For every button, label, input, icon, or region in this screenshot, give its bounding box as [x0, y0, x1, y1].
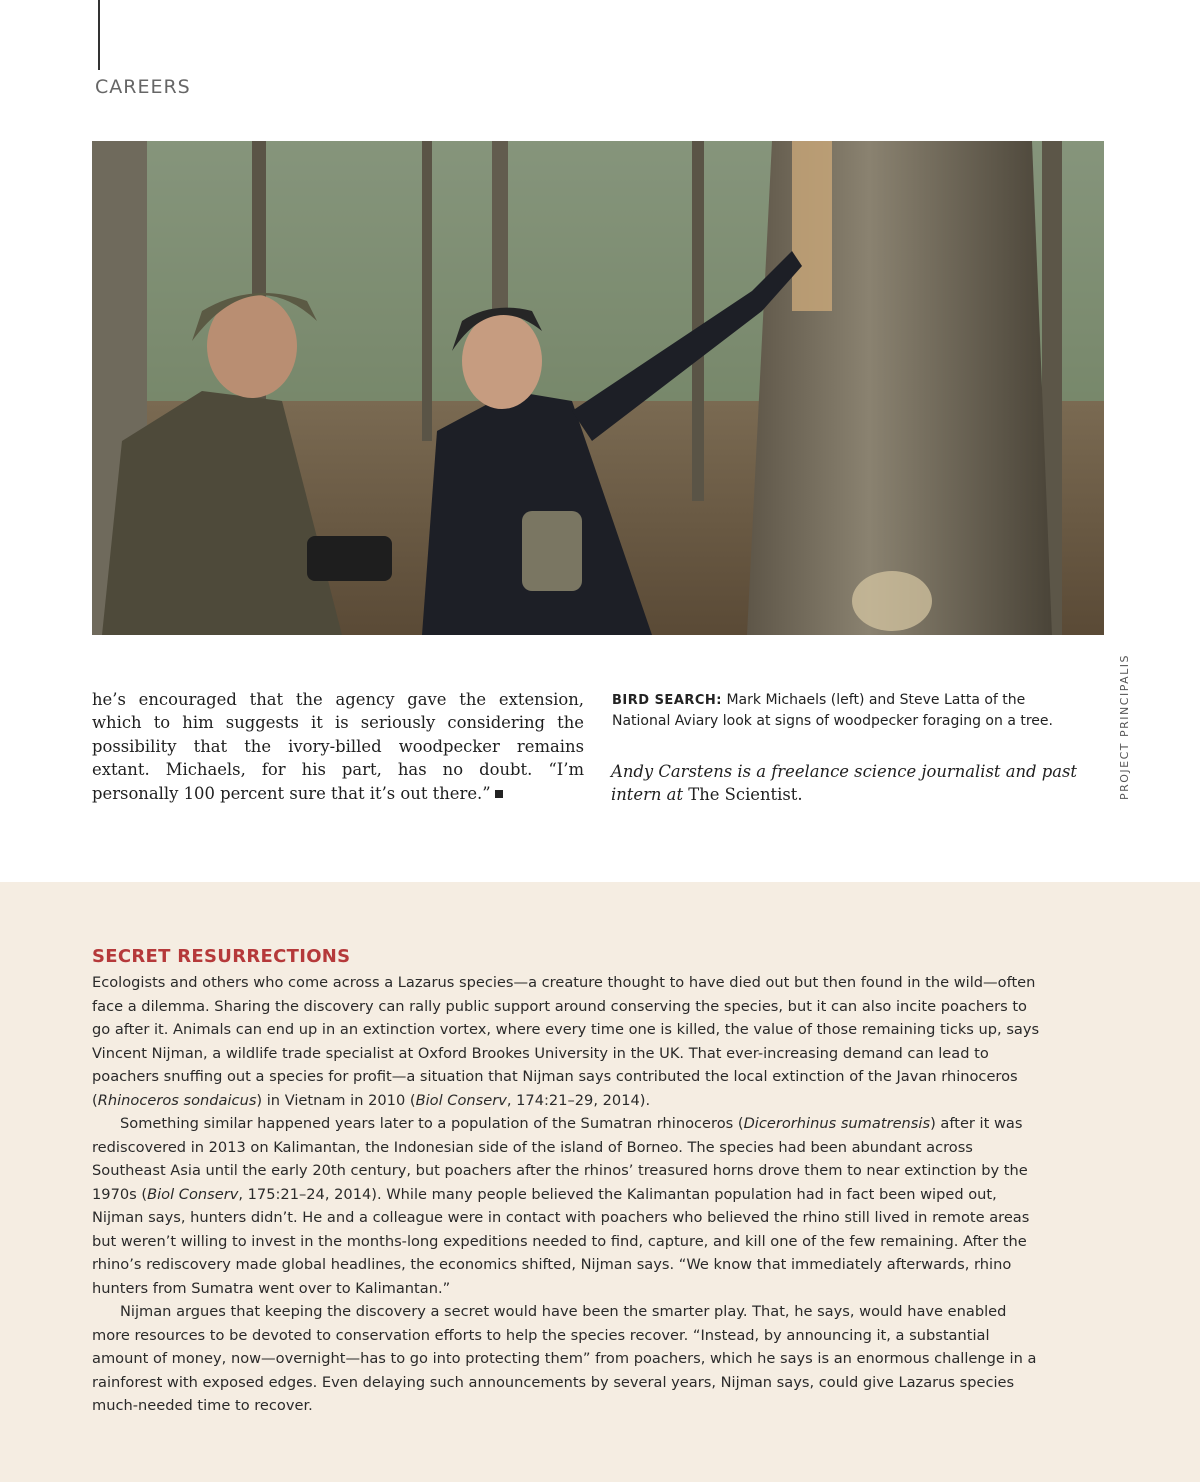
species-name: Dicerorhinus sumatrensis	[743, 1115, 931, 1132]
species-name: Rhinoceros sondaicus	[97, 1091, 257, 1109]
text-run: Ecologists and others who come across a Lazarus species—a creature thought to have died out but then found in the wild—often face a dilemma. Sharing the discovery can rally public support around conserving the species, but it can also incite poachers to go after it. Animals can end up in an extinction vortex, where every time one is killed, the value of those remaining ticks up, says Vincent Nijman, a wildlife trade specialist at Oxford Brookes University in the UK. That ever-increasing demand can lead to poachers snuffing out a species for profit—a situation that Nijman says contributed the local extinction of the Javan rhinoceros (	[92, 974, 1040, 1109]
section-label: CAREERS	[95, 76, 191, 98]
sidebar-paragraph	[92, 1112, 1042, 1300]
photo-caption	[612, 690, 1082, 731]
header-rule	[98, 0, 100, 70]
article-body	[92, 688, 584, 805]
sidebar-paragraph	[92, 971, 1042, 1112]
journal-name: Biol Conserv	[415, 1091, 507, 1109]
sidebar-body	[92, 971, 1042, 1418]
text-run: Something similar happened years later to a population of the Sumatran rhinoceros (	[120, 1115, 744, 1132]
bio-italic: Andy Carstens is a freelance science journalist and past intern at	[611, 762, 1078, 805]
caption-text: Mark Michaels (left) and Steve Latta of the National Aviary look at signs of woodpecker foraging on a tree.	[612, 692, 1053, 729]
text-run: , 175:21–24, 2014). While many people believed the Kalimantan population had in fact been wiped out, Nijman says, hunters didn’t. He and a colleague were in contact with poachers who believed the rhino still lived in remote areas but weren’t willing to invest in the months-long expeditions needed to find, capture, and kill one of the few remaining. After the rhino’s rediscovery made global headlines, the economics shifted, Nijman says. “We know that immediately afterwards, rhino hunters from Sumatra went over to Kalimantan.”	[92, 1185, 1030, 1297]
sidebar-paragraph: Nijman argues that keeping the discovery a secret would have been the smarter play. That, he says, would have enabled more resources to be devoted to conservation efforts to help the species recover. “Instead, by announcing it, a substantial amount of money, now—overnight—has to go into protecting them” from poachers, which he says is an enormous challenge in a rainforest with exposed edges. Even delaying such announcements by several years, Nijman says, could give Lazarus species much-needed time to recover.	[92, 1303, 1037, 1414]
journal-name: Biol Conserv	[147, 1185, 239, 1203]
end-mark-icon	[495, 790, 503, 798]
photo-illustration	[92, 141, 1104, 635]
text-run: ) in Vietnam in 2010 (	[256, 1091, 416, 1109]
bio-publication: The Scientist.	[683, 785, 803, 805]
forest-photo	[92, 141, 1104, 635]
caption-label: BIRD SEARCH:	[612, 693, 723, 708]
sidebar-title: SECRET RESURRECTIONS	[92, 946, 351, 967]
author-bio	[611, 760, 1111, 807]
text-run: ) after it was rediscovered in 2013 on Kalimantan, the Indonesian side of the island of Borneo. The species had been abundant across Southeast Asia until the early 20th century, but poachers after the rhinos’ treasured horns drove them to near extinction by the 1970s (	[92, 1115, 1028, 1203]
article-text: he’s encouraged that the agency gave the extension, which to him suggests it is seriously considering the possibility that the ivory-billed woodpecker remains extant. Michaels, for his part, has no doubt. “I’m personally 100 percent sure that it’s out there.”	[92, 690, 584, 803]
side-tab: PROJECT PRINCIPALIS	[1118, 653, 1131, 800]
text-run: , 174:21–29, 2014).	[506, 1091, 651, 1109]
